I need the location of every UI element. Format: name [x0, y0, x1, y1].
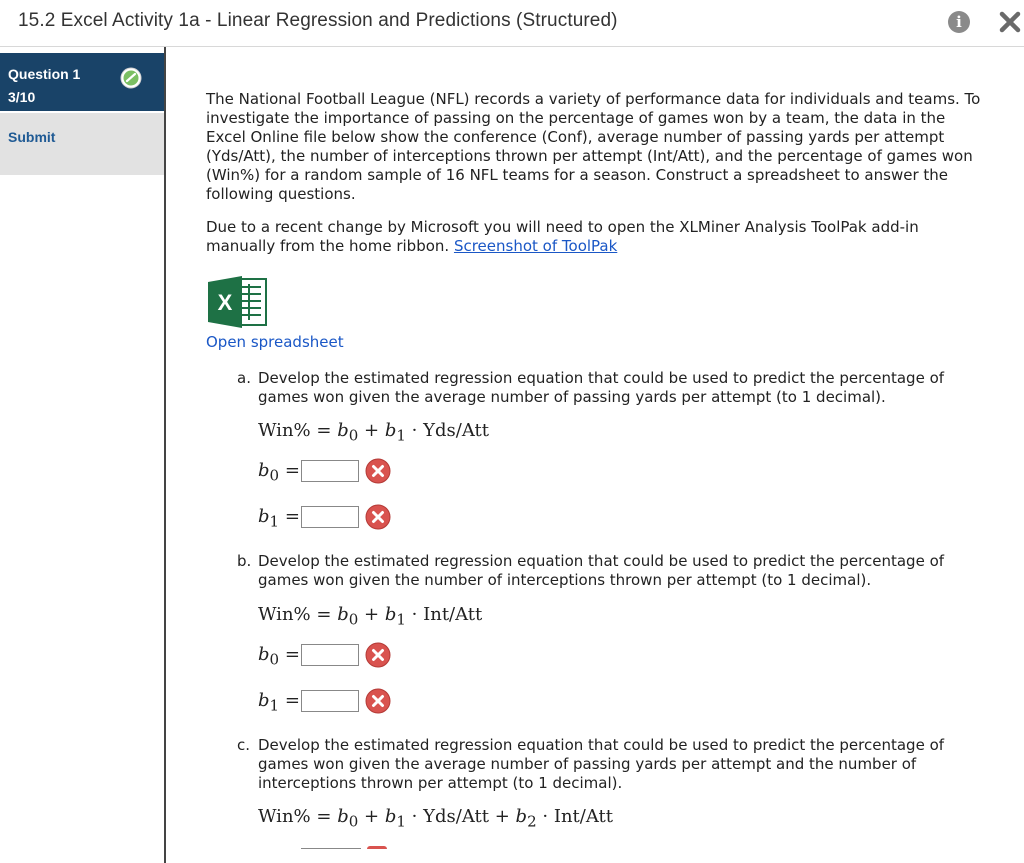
part-c-b0-input-partial[interactable] [301, 848, 361, 849]
part-a [237, 369, 977, 407]
notice-paragraph [206, 218, 986, 256]
excel-icon[interactable] [206, 274, 268, 330]
part-a-equation: $Win\% = b_0 + b_1 \cdot Yds/Att$ [258, 420, 489, 445]
sidebar [0, 47, 166, 863]
info-icon[interactable]: i [948, 11, 970, 33]
excel-icon-letter: X [217, 290, 233, 315]
part-b-b1-label: $b_1$ = [258, 690, 300, 715]
intro-paragraph: The National Football League (NFL) records a variety of performance data for individuals and teams. To investigate the importance of passing on the percentage of games won by a team, the data in the Excel Online file below show the conference (Conf), average number of passing yards per attempt (Yds/Att), the number of interceptions thrown per attempt (Int/Att), and the percentage of games won (Win%) for a random sample of 16 NFL teams for a season. Construct a spreadsheet to answer the following questions. [206, 90, 981, 203]
check-circle-icon [120, 67, 142, 89]
part-a-b1-input[interactable] [301, 506, 359, 528]
question-content [206, 90, 986, 270]
close-icon[interactable] [996, 6, 1024, 38]
part-b-equation: $Win\% = b_0 + b_1 \cdot Int/Att$ [258, 604, 483, 629]
part-a-text: Develop the estimated regression equation that could be used to predict the percentage of games won given the average number of passing yards per attempt (to 1 decimal). [258, 369, 945, 406]
page-title: 15.2 Excel Activity 1a - Linear Regression and Predictions (Structured) [18, 10, 618, 31]
part-c-text: Develop the estimated regression equation that could be used to predict the percentage of games won given the average number of passing yards per attempt and the number of interceptions thrown per attempt (to 1 decimal). [258, 736, 945, 792]
question-label: Question 1 [8, 66, 81, 82]
part-a-b1-label: $b_1$ = [258, 506, 300, 531]
question-nav-item[interactable] [0, 53, 164, 111]
error-icon [365, 504, 391, 530]
part-b [237, 552, 977, 590]
part-b-text: Develop the estimated regression equation that could be used to predict the percentage of games won given the number of interceptions thrown per attempt (to 1 decimal). [258, 552, 945, 589]
part-b-b1-input[interactable] [301, 690, 359, 712]
error-icon [367, 846, 387, 849]
submit-button[interactable]: Submit [8, 129, 56, 145]
error-icon [365, 688, 391, 714]
notice-text: Due to a recent change by Microsoft you will need to open the XLMiner Analysis ToolPak add-in manually from the home ribbon. [206, 218, 919, 255]
part-b-b0-input[interactable] [301, 644, 359, 666]
title-bar [0, 0, 1024, 47]
question-score: 3/10 [8, 89, 36, 105]
part-a-b0-label: $b_0$ = [258, 460, 300, 485]
open-spreadsheet-link[interactable]: Open spreadsheet [206, 333, 344, 351]
toolpak-link[interactable]: Screenshot of ToolPak [453, 237, 618, 255]
part-c-equation: $Win\% = b_0 + b_1 \cdot Yds/Att + b_2 \cdot Int/Att$ [258, 806, 613, 831]
part-c-letter: c. [237, 736, 251, 754]
error-icon [365, 458, 391, 484]
part-a-b0-input[interactable] [301, 460, 359, 482]
part-b-b0-label: $b_0$ = [258, 644, 300, 669]
submit-nav-item[interactable] [0, 113, 164, 175]
part-c [237, 736, 977, 793]
part-b-letter: b. [237, 552, 252, 570]
error-icon [365, 642, 391, 668]
part-a-letter: a. [237, 369, 251, 387]
